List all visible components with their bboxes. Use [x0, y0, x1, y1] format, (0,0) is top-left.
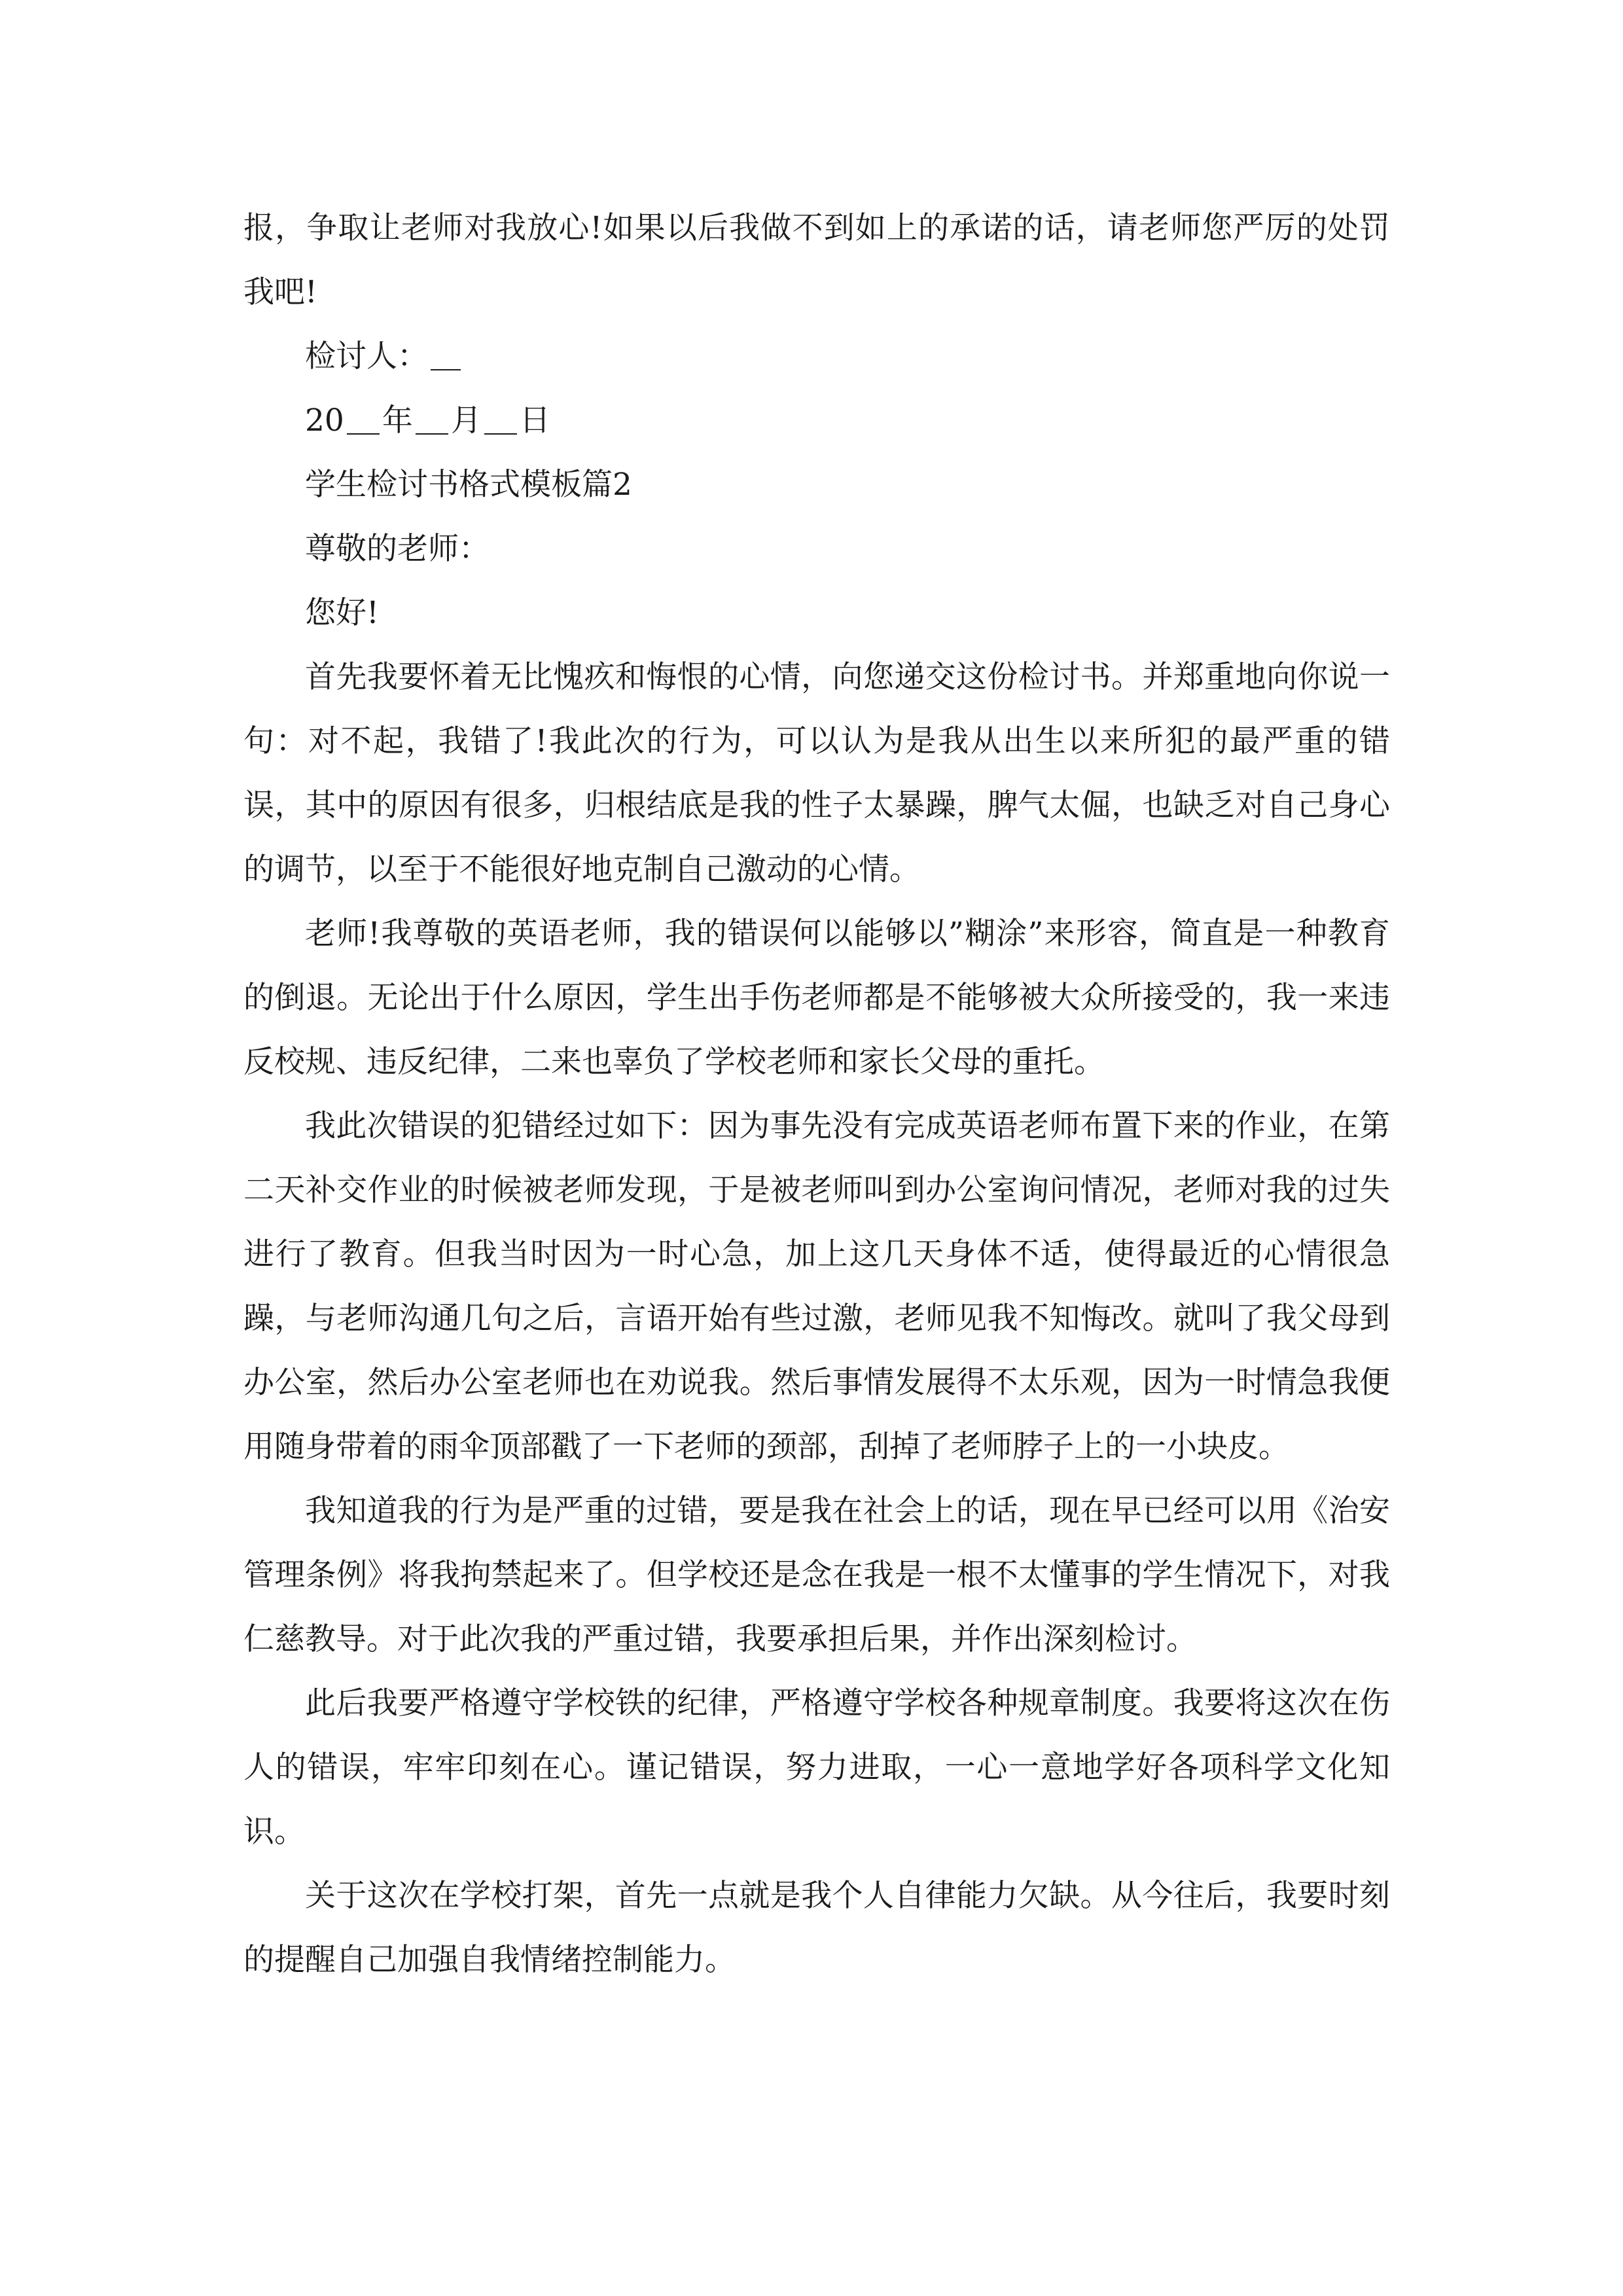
paragraph-closing: 报，争取让老师对我放心!如果以后我做不到如上的承诺的话，请老师您严厉的处罚我吧!: [243, 210, 1390, 310]
greeting: 您好!: [305, 595, 379, 631]
document-page: [243, 196, 1390, 1992]
signature-blank: [431, 368, 461, 370]
salutation: 尊敬的老师：: [305, 531, 490, 567]
paragraph-apology: 首先我要怀着无比愧疚和悔恨的心情，向您递交这份检讨书。并郑重地向你说一句：对不起，我错了!我此次的行为，可以认为是我从出生以来所犯的最严重的错误，其中的原因有很多，归根结底是我的性子太暴躁，脾气太倔，也缺乏对自己身心的调节，以至于不能很好地克制自己激动的心情。: [243, 659, 1390, 888]
date-year: 年: [382, 403, 413, 439]
month-blank: [416, 433, 448, 435]
paragraph-teacher: 老师!我尊敬的英语老师，我的错误何以能够以”糊涂”来形容，简直是一种教育的倒退。无论出于什么原因，学生出手伤老师都是不能够被大众所接受的，我一来违反校规、违反纪律，二来也辜负了学校老师和家长父母的重托。: [243, 916, 1390, 1080]
year-blank: [347, 433, 380, 435]
date-line: [243, 389, 1390, 453]
date-prefix: 20: [305, 403, 344, 439]
date-day: 日: [519, 403, 550, 439]
signature-label: 检讨人：: [305, 338, 428, 374]
section-title: 学生检讨书格式模板篇2: [305, 467, 632, 503]
paragraph-self-control: 关于这次在学校打架，首先一点就是我个人自律能力欠缺。从今往后，我要时刻的提醒自己加强自我情绪控制能力。: [243, 1878, 1390, 1978]
day-blank: [484, 433, 517, 435]
paragraph-incident: 我此次错误的犯错经过如下：因为事先没有完成英语老师布置下来的作业，在第二天补交作业的时候被老师发现，于是被老师叫到办公室询问情况，老师对我的过失进行了教育。但我当时因为一时心急，加上这几天身体不适，使得最近的心情很急躁，与老师沟通几句之后，言语开始有些过激，老师见我不知悔改。就叫了我父母到办公室，然后办公室老师也在劝说我。然后事情发展得不太乐观，因为一时情急我便用随身带着的雨伞顶部戳了一下老师的颈部，刮掉了老师脖子上的一小块皮。: [243, 1108, 1390, 1465]
signature-line: [243, 325, 1390, 389]
date-month: 月: [450, 403, 482, 439]
paragraph-commitment: 此后我要严格遵守学校铁的纪律，严格遵守学校各种规章制度。我要将这次在伤人的错误，牢牢印刻在心。谨记错误，努力进取，一心一意地学好各项科学文化知识。: [243, 1685, 1390, 1850]
paragraph-acknowledgement: 我知道我的行为是严重的过错，要是我在社会上的话，现在早已经可以用《治安管理条例》将我拘禁起来了。但学校还是念在我是一根不太懂事的学生情况下，对我仁慈教导。对于此次我的严重过错，我要承担后果，并作出深刻检讨。: [243, 1493, 1390, 1657]
